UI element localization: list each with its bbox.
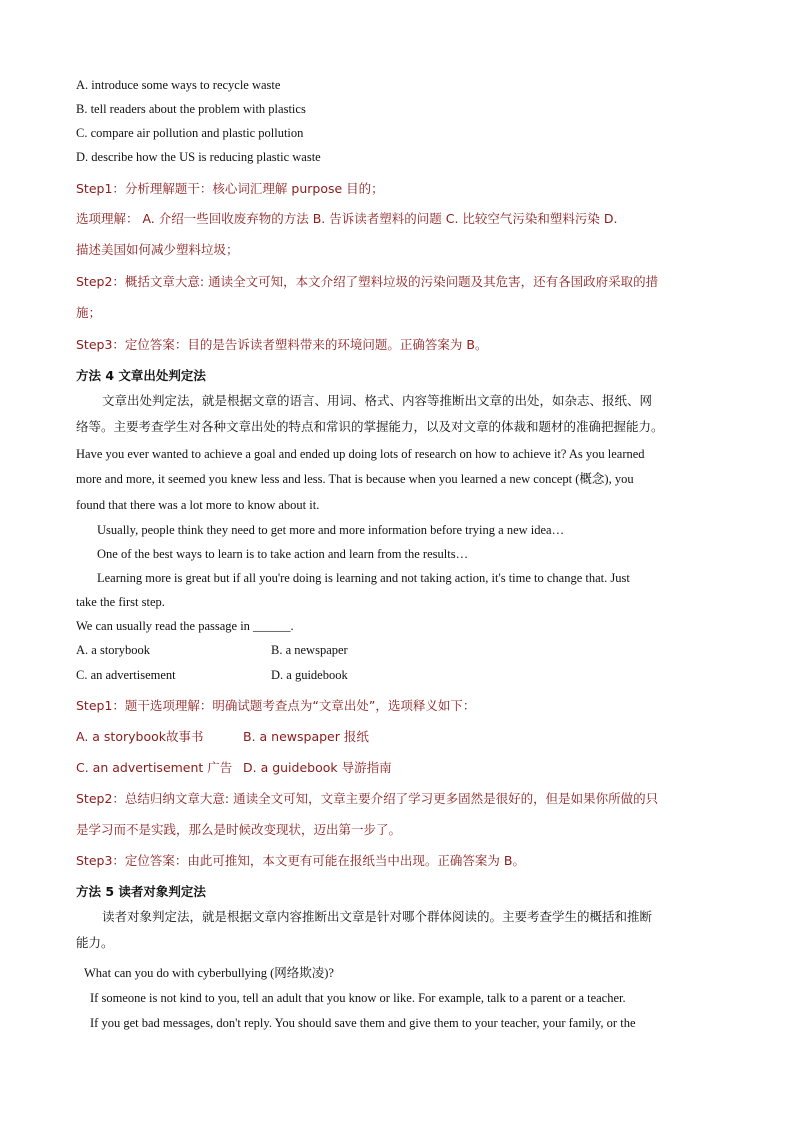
analysis-step1: Step1：分析理解题干：核心词汇理解 purpose 目的； bbox=[76, 181, 384, 196]
option-understanding-line2: 描述美国如何减少塑料垃圾； bbox=[76, 242, 239, 257]
method4-trans-b: B. a newspaper 报纸 bbox=[243, 729, 369, 744]
option-d: D. describe how the US is reducing plastic waste bbox=[76, 150, 321, 164]
question2-option-c: C. an advertisement bbox=[76, 668, 176, 682]
option-a: A. introduce some ways to recycle waste bbox=[76, 78, 281, 92]
passage1-line6: Learning more is great but if all you're doing is learning and not taking action, it's time to change that. Just bbox=[97, 571, 630, 585]
analysis-step2-line2: 施； bbox=[76, 305, 102, 320]
passage1-line5: One of the best ways to learn is to take action and learn from the results… bbox=[97, 547, 469, 561]
passage1-line7: take the first step. bbox=[76, 595, 165, 609]
method4-intro-line2: 络等。主要考查学生对各种文章出处的特点和常识的掌握能力，以及对文章的体裁和题材的准确把握能力。 bbox=[76, 419, 664, 434]
method4-step2-line2: 是学习而不是实践，那么是时候改变现状，迈出第一步了。 bbox=[76, 822, 402, 837]
method4-step3: Step3：定位答案：由此可推知，本文更有可能在报纸当中出现。正确答案为 B。 bbox=[76, 853, 525, 868]
method5-heading: 方法 5 读者对象判定法 bbox=[76, 884, 206, 899]
method5-intro-line2: 能力。 bbox=[76, 935, 114, 950]
analysis-step3: Step3：定位答案：目的是告诉读者塑料带来的环境问题。正确答案为 B。 bbox=[76, 337, 488, 352]
passage2-line2: If someone is not kind to you, tell an adult that you know or like. For example, talk to a parent or a teacher. bbox=[90, 991, 626, 1005]
question2-option-b: B. a newspaper bbox=[271, 643, 348, 657]
method4-intro-line1: 文章出处判定法，就是根据文章的语言、用词、格式、内容等推断出文章的出处，如杂志、报纸、网 bbox=[102, 393, 653, 408]
method4-trans-a: A. a storybook故事书 bbox=[76, 729, 204, 744]
passage2-line3: If you get bad messages, don't reply. You should save them and give them to your teacher, your family, or the bbox=[90, 1016, 636, 1030]
question2: We can usually read the passage in ______. bbox=[76, 619, 294, 633]
passage1-line1: Have you ever wanted to achieve a goal and ended up doing lots of research on how to achieve it? As you learned bbox=[76, 447, 645, 461]
question2-option-a: A. a storybook bbox=[76, 643, 150, 657]
passage1-line4: Usually, people think they need to get more and more information before trying a new idea… bbox=[97, 523, 565, 537]
analysis-step2-line1: Step2：概括文章大意: 通读全文可知，本文介绍了塑料垃圾的污染问题及其危害，还有各国政府采取的措 bbox=[76, 274, 659, 289]
passage1-line2: more and more, it seemed you knew less and less. That is because when you learned a new concept (概念), you bbox=[76, 472, 634, 486]
question2-option-d: D. a guidebook bbox=[271, 668, 348, 682]
method4-trans-d: D. a guidebook 导游指南 bbox=[243, 760, 392, 775]
method4-step1: Step1：题干选项理解：明确试题考查点为“文章出处”，选项释义如下： bbox=[76, 698, 476, 713]
method5-intro-line1: 读者对象判定法，就是根据文章内容推断出文章是针对哪个群体阅读的。主要考查学生的概括和推断 bbox=[102, 909, 653, 924]
option-c: C. compare air pollution and plastic pollution bbox=[76, 126, 304, 140]
question2-options-row1 bbox=[76, 642, 150, 658]
method4-trans-c: C. an advertisement 广告 bbox=[76, 760, 233, 775]
option-b: B. tell readers about the problem with plastics bbox=[76, 102, 306, 116]
option-understanding-line1: 选项理解： A. 介绍一些回收废弃物的方法 B. 告诉读者塑料的问题 C. 比较空气污染和塑料污染 D. bbox=[76, 211, 618, 226]
passage2-line1: What can you do with cyberbullying (网络欺凌)? bbox=[84, 966, 334, 980]
method4-step2-line1: Step2：总结归纳文章大意: 通读全文可知，文章主要介绍了学习更多固然是很好的，但是如果你所做的只 bbox=[76, 791, 659, 806]
method4-heading: 方法 4 文章出处判定法 bbox=[76, 368, 206, 383]
passage1-line3: found that there was a lot more to know about it. bbox=[76, 498, 320, 512]
